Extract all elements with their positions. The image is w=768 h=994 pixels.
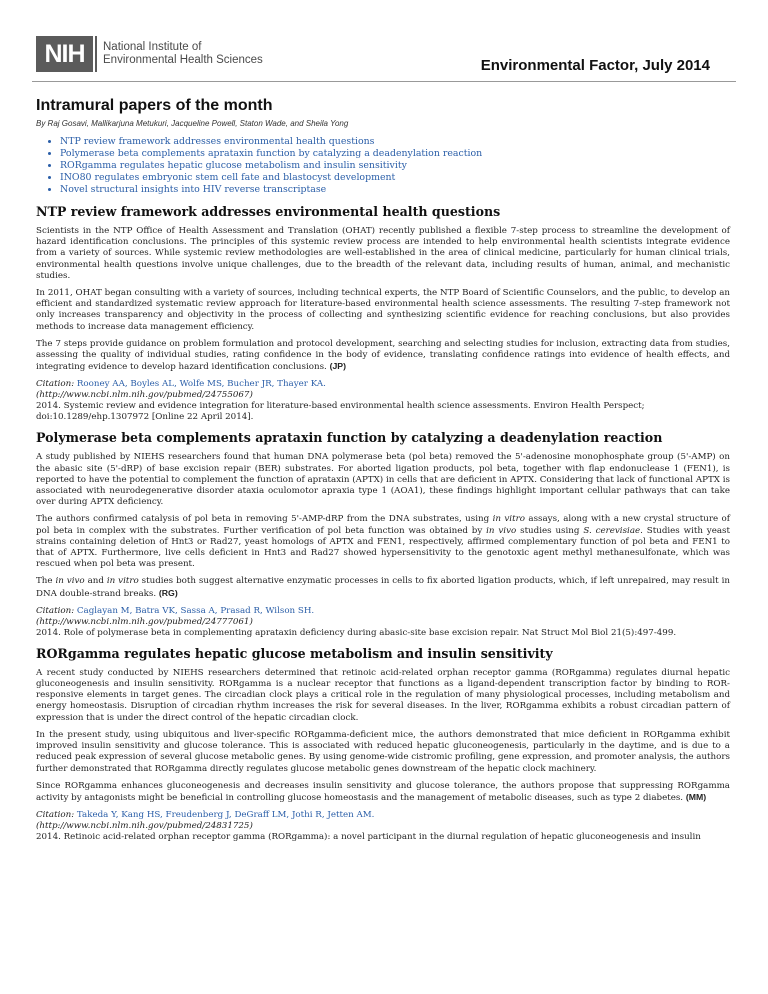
citation-reference: 2014. Systemic review and evidence integration for literature-based environmental health science assessments. Environ Health Perspect; doi:10.1289/ehp.1307972 [Online 22 April 2014]. xyxy=(36,401,645,423)
logo-org-name xyxy=(103,41,263,67)
citation-rorgamma xyxy=(36,810,730,843)
text: The xyxy=(36,576,56,587)
citation-url[interactable]: (http://www.ncbi.nlm.nih.gov/pubmed/24755067) xyxy=(36,390,253,401)
citation-label: Citation: xyxy=(36,605,75,616)
section-heading-ntp: NTP review framework addresses environmental health questions xyxy=(36,204,501,219)
header-divider xyxy=(32,81,736,82)
citation-authors-link[interactable]: Takeda Y, Kang HS, Freudenberg J, DeGraff LM, Jothi R, Jetten AM. xyxy=(76,810,375,821)
citation-authors-link[interactable]: Rooney AA, Boyles AL, Wolfe MS, Bucher JR, Thayer KA. xyxy=(76,379,326,390)
logo-org-line2: Environmental Health Sciences xyxy=(103,54,263,66)
page-title: Intramural papers of the month xyxy=(36,97,273,114)
section-ntp-paragraph: In 2011, OHAT began consulting with a variety of sources, including technical experts, the NTP Board of Scientific Counselors, and the public, to develop an efficient and standardized systematic review approach for literature-based environmental health science assessments. The resulting 7-step framework not only increases transparency and objectivity in the process of collecting and synthesizing scientific evidence for reaching conclusions, but also provides methods to increase data management efficiency. xyxy=(36,288,730,332)
section-polymerase-paragraph xyxy=(36,576,730,599)
section-heading-rorgamma: RORgamma regulates hepatic glucose metabolism and insulin sensitivity xyxy=(36,645,553,661)
italic-term: S. cerevisiae xyxy=(583,525,641,536)
section-polymerase-paragraph xyxy=(36,514,730,570)
toc-link-polymerase[interactable]: • Polymerase beta complements aprataxin function by catalyzing a deadenylation reaction xyxy=(60,148,730,160)
citation-label: Citation: xyxy=(36,810,75,821)
section-polymerase-paragraph: A study published by NIEHS researchers found that human DNA polymerase beta (pol beta) removed the 5'-adenosine monophosphate group (5'-AMP) on the abasic site (5'-dRP) of base excision repair (BER) substrates. For aborted ligation products, pol beta, together with flap endonuclease 1 (FEN1), is reported to have the potential to complement the function of aprataxin (APTX) in cells that are deficient in APTX. Considering that lack of functional APTX is associated with neurodegenerative disorder ataxia oculomotor apraxia type 1 (AOA1), these findings highlight important cellular pathways that can take over during APTX deficiency. xyxy=(36,452,730,508)
section-rorgamma-paragraph: A recent study conducted by NIEHS researchers determined that retinoic acid-related orphan receptor gamma (RORgamma) regulates diurnal hepatic gluconeogenesis and insulin sensitivity. RORgamma is a nuclear receptor that functions as a ligand-dependent transcription factor by binding to ROR-responsive elements in target genes. The circadian clock plays a critical role in the regulation of many physiological processes, including metabolism and energy homeostasis. Disruption of circadian rhythm increases the risk for several diseases. In the liver, RORgamma exhibits a robust circadian pattern of expression that is under the direct control of the hepatic circadian clock. xyxy=(36,667,730,723)
text: The authors confirmed catalysis of pol beta in removing 5'-AMP-dRP from the DNA substrates, using xyxy=(36,514,493,525)
section-ntp-paragraph xyxy=(36,339,730,374)
citation-authors-link[interactable]: Caglayan M, Batra VK, Sassa A, Prasad R, Wilson SH. xyxy=(76,605,315,616)
toc-link-ino80[interactable]: • INO80 regulates embryonic stem cell fate and blastocyst development xyxy=(60,172,730,184)
paragraph-text: Since RORgamma enhances gluconeogenesis and decreases insulin sensitivity and glucose tolerance, the authors propose that suppressing RORgamma activity by antagonists might be beneficial in controlling glucose homeostasis and the management of metabolic diseases, such as type 2 diabetes. xyxy=(36,780,730,803)
toc-link-ntp[interactable]: • NTP review framework addresses environmental health questions xyxy=(60,136,730,148)
citation-reference: 2014. Role of polymerase beta in complementing aprataxin deficiency during abasic-site base excision repair. Nat Struct Mol Biol 21(5):497-499. xyxy=(36,627,677,638)
section-ntp-paragraph: Scientists in the NTP Office of Health Assessment and Translation (OHAT) recently published a flexible 7-step process to streamline the development of hazard identification conclusions. The principles of this systemic review process are intended to help environmental health scientists integrate evidence from a variety of sources. While systemic review methodologies are well-established in the area of clinical medicine, particularly for human clinical trials, environmental health questions involve unique challenges, due to the breadth of the relevant data, including results of human, animal, and mechanistic studies. xyxy=(36,226,730,281)
text: and xyxy=(84,576,107,587)
logo-org-line1: National Institute of xyxy=(103,41,202,53)
issue-title: Environmental Factor, July 2014 xyxy=(480,57,710,74)
italic-term: in vivo xyxy=(55,576,85,587)
citation-reference: 2014. Retinoic acid-related orphan receptor gamma (RORgamma): a novel participant in the diurnal regulation of hepatic gluconeogenesis and insulin xyxy=(36,832,701,843)
italic-term: in vitro xyxy=(492,514,525,525)
header xyxy=(0,0,768,86)
toc-link-hiv[interactable]: • Novel structural insights into HIV reverse transcriptase xyxy=(60,184,730,196)
text: assays, along with a new crystal structure of pol beta in complex with the substrates. Further verification of pol beta function was obtained by xyxy=(36,514,731,536)
author-tag: (MM) xyxy=(685,791,707,802)
section-heading-polymerase: Polymerase beta complements aprataxin function by catalyzing a deadenylation reaction xyxy=(36,430,663,446)
byline: By Raj Gosavi, Mallikarjuna Metukuri, Jacqueline Powell, Staton Wade, and Sheila Yong xyxy=(36,119,349,128)
citation-ntp xyxy=(36,379,730,423)
citation-url[interactable]: (http://www.ncbi.nlm.nih.gov/pubmed/24831725) xyxy=(36,821,253,832)
logo-divider xyxy=(95,36,97,72)
toc-list xyxy=(36,136,730,196)
italic-term: in vivo xyxy=(486,525,517,536)
author-tag: (RG) xyxy=(158,587,178,598)
toc-link-rorgamma[interactable]: • RORgamma regulates hepatic glucose metabolism and insulin sensitivity xyxy=(60,160,730,172)
paragraph-text: The 7 steps provide guidance on problem formulation and protocol development, searching and selecting studies for inclusion, extracting data from studies, assessing the quality of individual studies, rating confidence in the body of evidence, translating confidence ratings into evidence of health effects, and integrating evidence to develop hazard identification conclusions. xyxy=(36,338,730,373)
text: studies using xyxy=(516,525,584,536)
citation-label: Citation: xyxy=(36,379,75,390)
italic-term: in vitro xyxy=(106,576,139,587)
nih-logo-mark: NIH xyxy=(36,36,93,72)
text: . Studies with yeast strains containing deletion of Hnt3 or Rad27, yeast homologs of APTX and FEN1, respectively, affirmed complementary function of pol beta and FEN1 to that of APTX. Furthermore, live cells deficient in Hnt3 and Rad27 showed hypersensitivity to the genotoxic agent methyl methanesulfonate, which was rescued when pol beta was present. xyxy=(36,525,730,570)
section-rorgamma-paragraph: In the present study, using ubiquitous and liver-specific RORgamma-deficient mice, the authors demonstrated that mice deficient in RORgamma exhibit improved insulin sensitivity and glucose tolerance. This is associated with reduced hepatic gluconeogenesis, particularly in the daytime, and is due to a reduced peak expression of several glucose metabolic genes. By using genome-wide cistromic profiling, gene expression, and promoter analysis, the authors further demonstrated that RORgamma directly regulates glucose metabolic genes downstream of the hepatic clock machinery. xyxy=(36,729,730,774)
text: studies both suggest alternative enzymatic processes in cells to fix aborted ligation products, which, if left unrepaired, may result in DNA double-strand breaks. xyxy=(36,576,730,599)
article xyxy=(36,97,730,847)
niehs-logo[interactable] xyxy=(36,36,263,72)
author-tag: (JP) xyxy=(329,361,346,372)
citation-polymerase xyxy=(36,606,730,639)
citation-url[interactable]: (http://www.ncbi.nlm.nih.gov/pubmed/24777061) xyxy=(36,616,253,627)
section-rorgamma-paragraph xyxy=(36,781,730,804)
